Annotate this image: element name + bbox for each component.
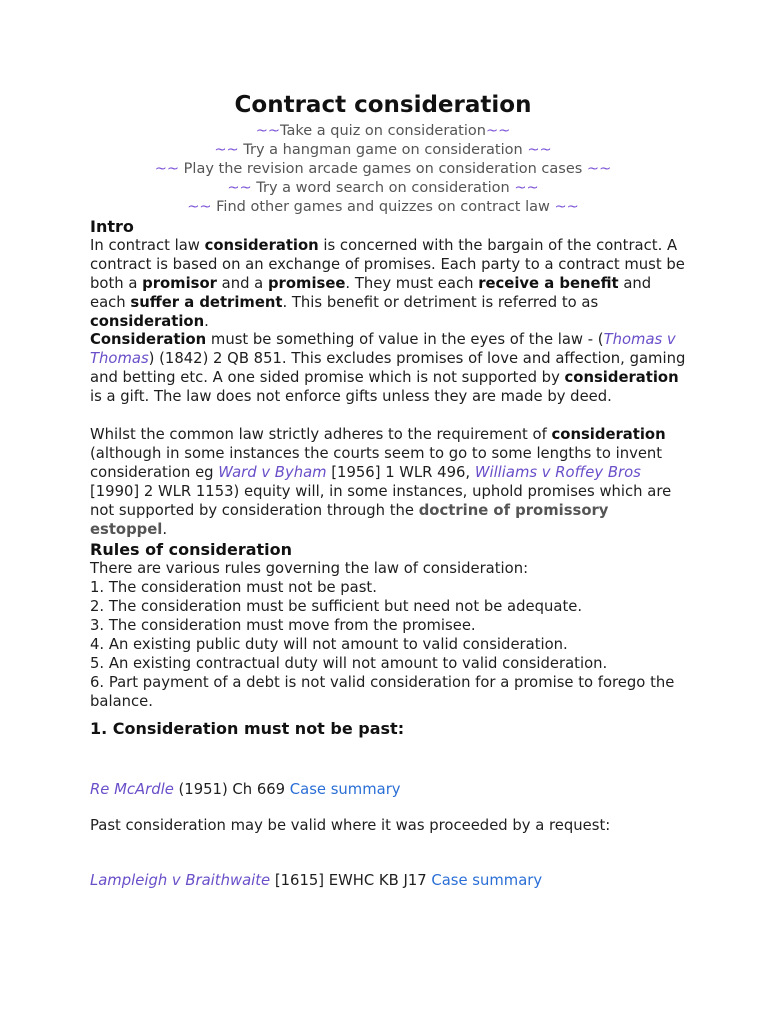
case-row-re-mcardle: Re McArdle (1951) Ch 669 Case summary xyxy=(90,781,401,798)
rules-heading: Rules of consideration xyxy=(90,540,293,559)
rule-item: 6. Part payment of a debt is not valid consideration for a promise to forego the balance. xyxy=(90,674,675,710)
quiz-link-2[interactable]: ~~ Try a hangman game on consideration ~~ xyxy=(214,142,552,158)
promissory-estoppel-link[interactable]: doctrine of promissory estoppel xyxy=(90,501,609,538)
quiz-link-3[interactable]: ~~ Play the revision arcade games on consideration cases ~~ xyxy=(154,161,612,177)
section-1-heading: 1. Consideration must not be past: xyxy=(90,719,405,738)
page-title: Contract consideration xyxy=(234,92,532,118)
past-consideration-text: Past consideration may be valid where it was proceeded by a request: xyxy=(90,817,611,834)
case-link-lampleigh[interactable]: Lampleigh v Braithwaite xyxy=(90,872,271,889)
case-row-lampleigh: Lampleigh v Braithwaite [1615] EWHC KB J17 Case summary xyxy=(90,872,543,889)
intro-paragraph-3: Whilst the common law strictly adheres to the requirement of consideration (although in some instances the courts seem to go to some lengths to invent consideration eg Ward v Byham [1956] 1 WLR 496, Williams v Roffey Bros [1990] 2 WLR 1153) equity will, in some instances, uphold promises which are not supported by consideration through the doctrine of promissory estoppel. xyxy=(90,426,672,538)
intro-heading: Intro xyxy=(90,217,134,236)
rules-lead: There are various rules governing the law of consideration: xyxy=(90,560,529,577)
intro-paragraph-2: Consideration must be something of value in the eyes of the law - (Thomas v Thomas) (1842) 2 QB 851. This excludes promises of love and affection, gaming and betting etc. A one sided promise which is not supported by consideration is a gift. The law does not enforce gifts unless they are made by deed. xyxy=(90,331,686,405)
rule-item: 5. An existing contractual duty will not amount to valid consideration. xyxy=(90,655,608,672)
rule-item: 2. The consideration must be sufficient but need not be adequate. xyxy=(90,598,583,615)
quiz-link-1[interactable]: ~~Take a quiz on consideration~~ xyxy=(255,123,511,139)
intro-paragraph-1: In contract law consideration is concerned with the bargain of the contract. A contract is based on an exchange of promises. Each party to a contract must be both a promisor and a promisee. They must each receive a benefit and each suffer a detriment. This benefit or detriment is referred to as consideration. xyxy=(90,237,685,330)
rule-item: 3. The consideration must move from the promisee. xyxy=(90,617,476,634)
case-link-ward-v-byham[interactable]: Ward v Byham xyxy=(218,463,327,481)
case-link-thomas[interactable]: Thomas v Thomas xyxy=(90,331,676,367)
case-link-williams-v-roffey[interactable]: Williams v Roffey Bros xyxy=(474,463,641,481)
rule-item: 4. An existing public duty will not amount to valid consideration. xyxy=(90,636,568,653)
rule-item: 1. The consideration must not be past. xyxy=(90,579,377,596)
quiz-link-5[interactable]: ~~ Find other games and quizzes on contract law ~~ xyxy=(187,199,579,215)
case-summary-link[interactable]: Case summary xyxy=(431,872,543,889)
quiz-link-4[interactable]: ~~ Try a word search on consideration ~~ xyxy=(227,180,539,196)
case-summary-link[interactable]: Case summary xyxy=(289,781,401,798)
case-link-re-mcardle[interactable]: Re McArdle xyxy=(90,781,174,798)
